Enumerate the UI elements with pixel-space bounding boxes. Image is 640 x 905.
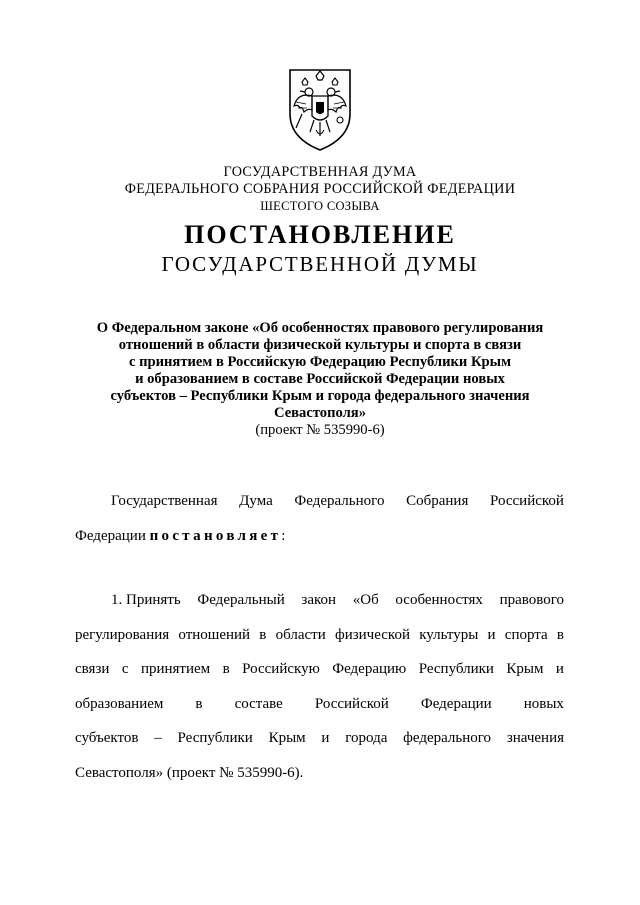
word: с xyxy=(121,661,129,677)
subject-line: и образованием в составе Российской Федерации новых xyxy=(135,371,505,387)
subject-line: отношений в области физической культуры и спорта в связи xyxy=(118,337,522,353)
decree-word: постановляет xyxy=(149,527,282,544)
issuer-line-1: ГОСУДАРСТВЕННАЯ ДУМА xyxy=(223,164,417,180)
document-subtitle: ГОСУДАРСТВЕННОЙ ДУМЫ xyxy=(161,252,479,276)
item-1-line-6: Севастополя» (проект № 535990-6). xyxy=(75,764,304,781)
subject-line: субъектов – Республики Крым и города федерального значения xyxy=(110,388,530,404)
word: Собрания xyxy=(406,493,469,509)
word: Федеральный xyxy=(197,592,285,608)
colon: : xyxy=(281,527,286,544)
word: Российской xyxy=(490,493,564,509)
issuer-line-2: ФЕДЕРАЛЬНОГО СОБРАНИЯ РОССИЙСКОЙ ФЕДЕРАЦИИ xyxy=(124,181,516,197)
word: Крым xyxy=(268,730,306,746)
word: федерального xyxy=(403,730,492,746)
word: Республики xyxy=(418,661,494,677)
word: и xyxy=(321,730,330,746)
word: образованием xyxy=(75,695,164,712)
word: в xyxy=(222,661,230,677)
word: значения xyxy=(506,730,564,746)
subject-line: с принятием в Российскую Федерацию Республики Крым xyxy=(128,354,512,370)
word: в xyxy=(195,695,203,712)
item-1-line-1 xyxy=(75,583,564,618)
word: связи xyxy=(75,661,110,677)
subject-line: Севастополя» xyxy=(273,405,367,421)
coat-of-arms-emblem xyxy=(276,66,364,154)
item-1-paragraph xyxy=(75,583,564,790)
word: Крым xyxy=(506,661,544,677)
item-1-line-4 xyxy=(75,687,564,722)
word: 1. Принять xyxy=(111,592,181,608)
preamble-paragraph xyxy=(75,484,564,553)
word: культуры xyxy=(419,626,479,643)
preamble-line-1 xyxy=(75,484,564,519)
word: Дума xyxy=(239,493,273,509)
issuer-line-3: ШЕСТОГО СОЗЫВА xyxy=(260,199,380,213)
word: области xyxy=(275,626,326,643)
word: «Об xyxy=(352,592,379,608)
word: особенностях xyxy=(395,592,483,608)
word: Федерации xyxy=(420,695,492,712)
word: Федерального xyxy=(294,493,385,509)
document-title: ПОСТАНОВЛЕНИЕ xyxy=(184,220,456,249)
issuer-header xyxy=(0,164,640,215)
word: Республики xyxy=(177,730,253,746)
word: физической xyxy=(334,626,410,643)
subject-heading xyxy=(60,320,580,439)
preamble-line-2 xyxy=(75,519,564,554)
word: субъектов xyxy=(75,730,139,746)
item-1-line-2 xyxy=(75,618,564,653)
item-1-line-5 xyxy=(75,721,564,756)
word: города xyxy=(345,730,388,746)
word: регулирования xyxy=(75,626,170,643)
item-1-line-3 xyxy=(75,652,564,687)
word: в xyxy=(556,626,564,643)
word: правового xyxy=(499,592,564,608)
word: Государственная xyxy=(111,493,218,509)
word: и xyxy=(555,661,564,677)
word: новых xyxy=(523,695,564,712)
project-number: (проект № 535990-6) xyxy=(255,422,385,438)
word: Федерацию xyxy=(332,661,407,677)
word: составе xyxy=(234,695,283,712)
word: – xyxy=(154,730,162,746)
word: Российскую xyxy=(242,661,320,677)
word: отношений xyxy=(178,626,251,643)
word: спорта xyxy=(504,626,548,643)
word: Федерации xyxy=(75,527,150,544)
word: Российской xyxy=(314,695,389,712)
subject-line: О Федеральном законе «Об особенностях правового регулирования xyxy=(96,320,544,336)
word: принятием xyxy=(140,661,211,677)
word: в xyxy=(259,626,267,643)
word: и xyxy=(487,626,496,643)
word: закон xyxy=(301,592,337,608)
